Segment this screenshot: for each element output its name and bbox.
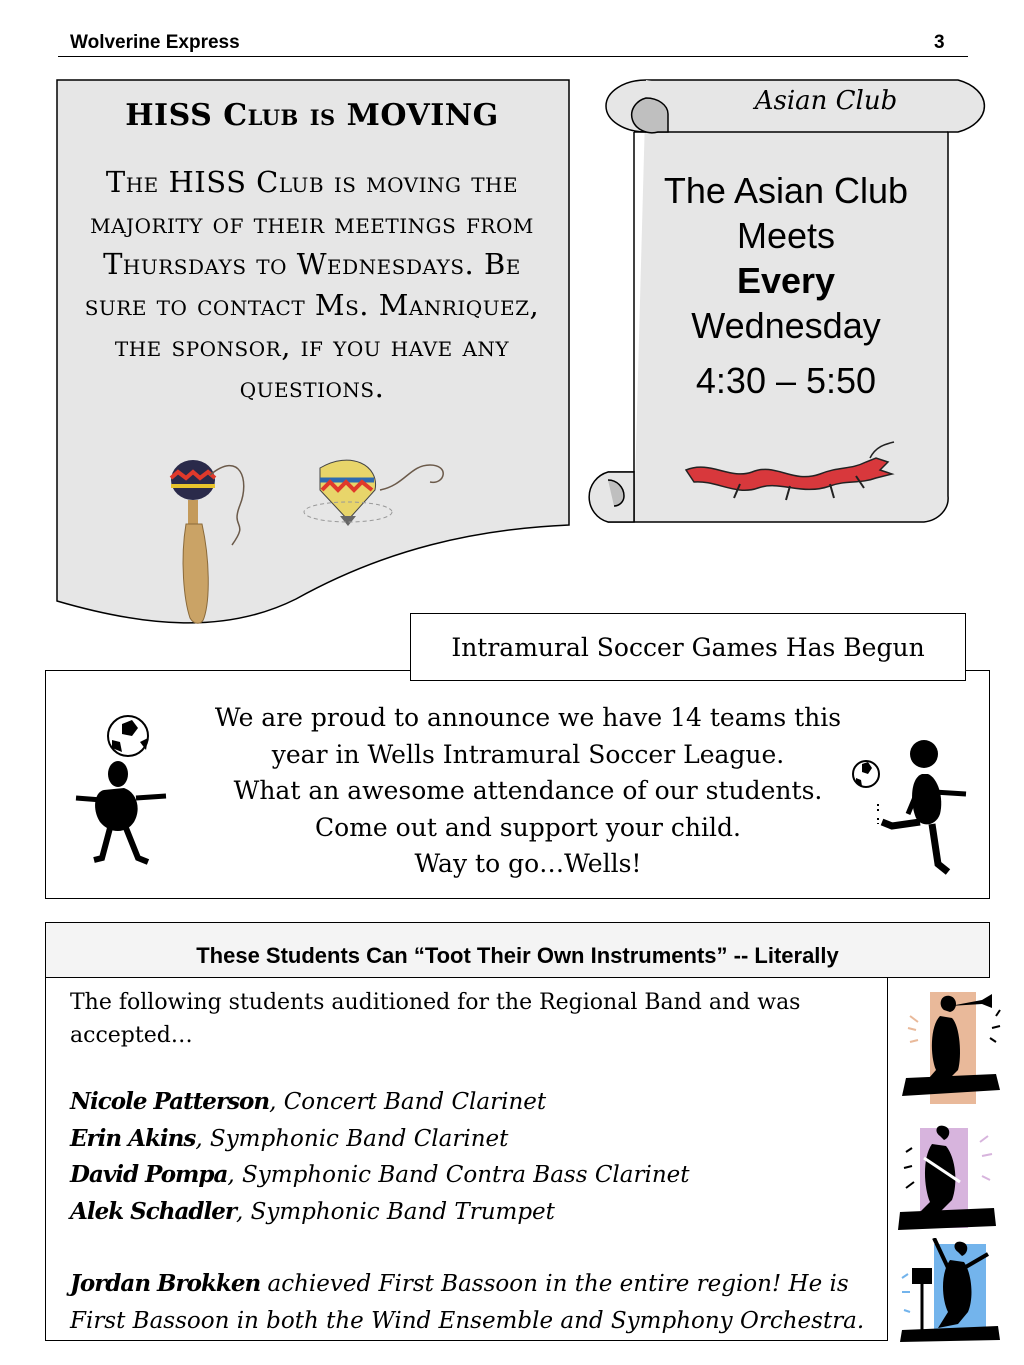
asian-line-2: Meets [736, 215, 836, 256]
dragon-icon [680, 440, 900, 506]
soccer-line: We are proud to announce we have 14 teams this [214, 703, 842, 732]
header-rule [58, 56, 968, 57]
soccer-player-left-icon [64, 712, 182, 868]
asian-line-4: Wednesday [691, 305, 881, 346]
band-student-list [70, 1084, 870, 1230]
student-row [70, 1194, 870, 1231]
soccer-body [200, 700, 856, 883]
page-number: 3 [934, 32, 945, 53]
student-name: Erin Akins [70, 1124, 196, 1152]
student-role: , Symphonic Band Contra Bass Clarinet [227, 1162, 690, 1188]
hiss-body: The HISS Club is moving the majority of their meetings from Thursdays to Wednesdays. Be sure to contact Ms. Manriquez, the sponsor, if you have any questions. [84, 165, 540, 404]
band-highlight-note [70, 1266, 870, 1339]
clarinet-player-icon [896, 1122, 1002, 1234]
asian-line-3: Every [736, 260, 836, 301]
student-row [70, 1084, 870, 1121]
student-row [70, 1121, 870, 1158]
student-role: , Symphonic Band Trumpet [235, 1198, 555, 1225]
cup-and-ball-icon [171, 460, 244, 623]
student-name: Nicole Patterson [70, 1088, 270, 1115]
hiss-title: HISS Club is MOVING [125, 98, 499, 133]
soccer-line: Come out and support your child. [315, 812, 741, 842]
newsletter-title: Wolverine Express [70, 32, 240, 53]
spinning-top-illustration [160, 450, 460, 630]
trumpet-player-icon [900, 986, 1006, 1108]
asian-club-title: Asian Club [754, 86, 898, 116]
asian-club-body [636, 168, 936, 403]
highlight-text: achieved First Bassoon in the entire region! He is First Bassoon in both the Wind Ensemble and Symphony Orchestra. [70, 1271, 865, 1334]
highlight-student-name: Jordan Brokken [70, 1270, 261, 1297]
soccer-player-right-icon [848, 734, 978, 884]
student-name: Alek Schadler [70, 1197, 236, 1225]
soccer-line: year in Wells Intramural Soccer League. [271, 739, 785, 769]
student-name: David Pompa [70, 1161, 228, 1188]
student-role: , Symphonic Band Clarinet [195, 1125, 509, 1152]
band-title: These Students Can “Toot Their Own Instruments” -- Literally [45, 922, 990, 978]
soccer-title: Intramural Soccer Games Has Begun [410, 613, 966, 681]
asian-line-1: The Asian Club [663, 170, 909, 211]
student-role: , Concert Band Clarinet [269, 1089, 547, 1115]
soccer-line: Way to go…Wells! [414, 849, 642, 878]
soccer-line: What an awesome attendance of our students. [233, 776, 823, 805]
student-row [70, 1157, 870, 1194]
spinning-top-icon [304, 460, 443, 526]
meeting-time: 4:30 – 5:50 [695, 360, 877, 401]
conductor-icon [898, 1238, 1004, 1342]
band-intro: The following students auditioned for the Regional Band and was accepted… [70, 990, 801, 1048]
